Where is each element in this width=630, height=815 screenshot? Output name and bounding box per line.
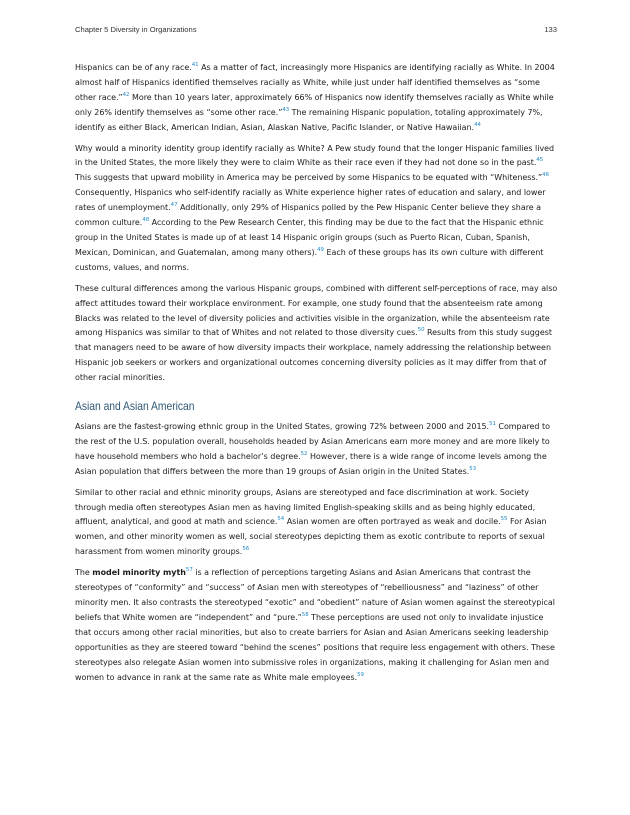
text-run: Asians are the fastest-growing ethnic group in the United States, growing 72% between 2000 and 2015. (75, 422, 490, 432)
text-run: These cultural differences among the various Hispanic groups, combined with different self-perceptions of race, may also affect attitudes toward their workplace environment. For example, one study found that the absenteeism rate among Blacks was related to the level of diversity policies and activities visible in the organization, while the absenteeism rate among Hispanics was similar to that of Whites and not related to those diversity cues. (75, 283, 558, 338)
footnote-ref-56[interactable]: 56 (242, 546, 250, 553)
text-run: Similar to other racial and ethnic minority groups, Asians are stereotyped and face discrimination at work. Society through media often stereotypes Asian men as having limited English-speaking skills and as being highly educated, affluent, analytical, and good at math and science. (75, 487, 536, 527)
text-run: The remaining Hispanic population, totaling approximately 7%, identify as either Black, American Indian, Asian, Alaskan Native, Pacific Islander, or Native Hawaiian. (75, 107, 543, 132)
text-run: However, there is a wide range of income levels among the Asian population that differs between the more than 19 groups of Asian origin in the United States. (75, 451, 547, 476)
footnote-ref-51[interactable]: 51 (489, 421, 496, 428)
footnote-ref-53[interactable]: 53 (469, 465, 477, 472)
footnote-ref-48[interactable]: 48 (142, 217, 150, 224)
footnote-ref-41[interactable]: 41 (191, 62, 199, 68)
paragraph-hispanic-race (75, 61, 558, 136)
footnote-ref-55[interactable]: 55 (500, 516, 508, 523)
chapter-title: Chapter 5 Diversity in Organizations (75, 25, 197, 34)
paragraph-identify-as-white (75, 142, 558, 276)
footnote-ref-44[interactable]: 44 (474, 121, 481, 128)
footnote-ref-54[interactable]: 54 (277, 516, 285, 523)
key-term: model minority myth (92, 568, 186, 578)
text-run: The (75, 568, 93, 578)
text-run: Why would a minority identity group identify racially as White? A Pew study found that the longer Hispanic families lived in the United States, the more likely they were to claim White as their race even if they had not done so in the past. (75, 143, 555, 168)
footnote-ref-49[interactable]: 49 (317, 246, 324, 253)
text-run: Hispanics can be of any race. (75, 63, 192, 72)
section-heading: Asian and Asian American (75, 399, 195, 414)
paragraph-cultural-differences (75, 282, 558, 386)
footnote-ref-46[interactable]: 46 (542, 172, 549, 179)
footnote-ref-58[interactable]: 58 (301, 611, 309, 618)
footnote-ref-50[interactable]: 50 (417, 327, 425, 334)
body-text (75, 61, 558, 691)
footnote-ref-59[interactable]: 59 (357, 671, 364, 678)
page-number: 133 (544, 25, 557, 34)
footnote-ref-43[interactable]: 43 (282, 106, 290, 113)
paragraph-asian-stereotypes (75, 486, 558, 561)
footnote-ref-52[interactable]: 52 (300, 450, 308, 457)
text-run: Consequently, Hispanics who self-identify racially as White experience higher rates of education and salary, and lower rates of unemployment. (75, 188, 546, 213)
running-header (75, 25, 557, 37)
paragraph-model-minority-myth (75, 566, 558, 685)
text-run: As a matter of fact, increasingly more Hispanics are identifying racially as White. In 2004 almost half of Hispanics identified themselves racially as White, while just under half identified themselves as “some other race.” (75, 63, 555, 102)
text-run: For Asian women, and other minority women as well, social stereotypes depicting them as exotic contribute to reports of sexual harassment from women minority groups. (75, 517, 547, 557)
footnote-ref-45[interactable]: 45 (536, 157, 544, 164)
footnote-ref-47[interactable]: 47 (170, 202, 178, 209)
paragraph-asian-growth (75, 420, 558, 480)
footnote-ref-42[interactable]: 42 (122, 91, 130, 98)
text-run: These perceptions are used not only to invalidate injustice that occurs among other racial minorities, but also to create barriers for Asian and Asian Americans seeking leadership opportunities as they are steered toward “behind the scenes” positions that require less engagement with others. These stereotypes also relegate Asian women into submissive roles in organizations, making it challenging for Asian men and women to advance in rank at the same rate as White male employees. (75, 612, 555, 682)
text-run: Compared to the rest of the U.S. population overall, households headed by Asian Americans earn more money and are more likely to have household members who hold a bachelor’s degree. (75, 422, 550, 461)
text-run: Each of these groups has its own culture with different customs, values, and norms. (75, 247, 544, 272)
text-run: According to the Pew Research Center, this finding may be due to the fact that the Hispanic ethnic group in the United States is made up of at least 14 Hispanic origin groups (such as Puerto Rican, Cuban, Spanish, Mexican, Dominican, and Guatemalan, among many others). (75, 218, 544, 257)
footnote-ref-57[interactable]: 57 (185, 567, 193, 574)
text-run: is a reflection of perceptions targeting Asians and Asian Americans that contrast the stereotypes of “conformity” and “success” of Asian men with stereotypes of “rebelliousness” and “laziness” of other minority men. It also contrasts the stereotyped “exotic” and “obedient” nature of Asian women against the stereotypical beliefs that White women are “independent” and “pure.” (75, 568, 555, 622)
text-run: Additionally, only 29% of Hispanics polled by the Pew Hispanic Center believe they share a common culture. (75, 203, 542, 228)
text-run: This suggests that upward mobility in America may be perceived by some Hispanics to be equated with “Whiteness.” (75, 173, 543, 183)
text-run: Results from this study suggest that managers need to be aware of how diversity impacts their workplace, namely addressing the relationship between Hispanic job seekers or workers and organizational outcomes concerning diversity policies as it may differ from that of other racial minorities. (75, 328, 552, 383)
text-run: More than 10 years later, approximately 66% of Hispanics now identify themselves racially as White while only 26% identify themselves as “some other race.” (75, 92, 554, 117)
text-run: Asian women are often portrayed as weak and docile. (284, 517, 501, 527)
